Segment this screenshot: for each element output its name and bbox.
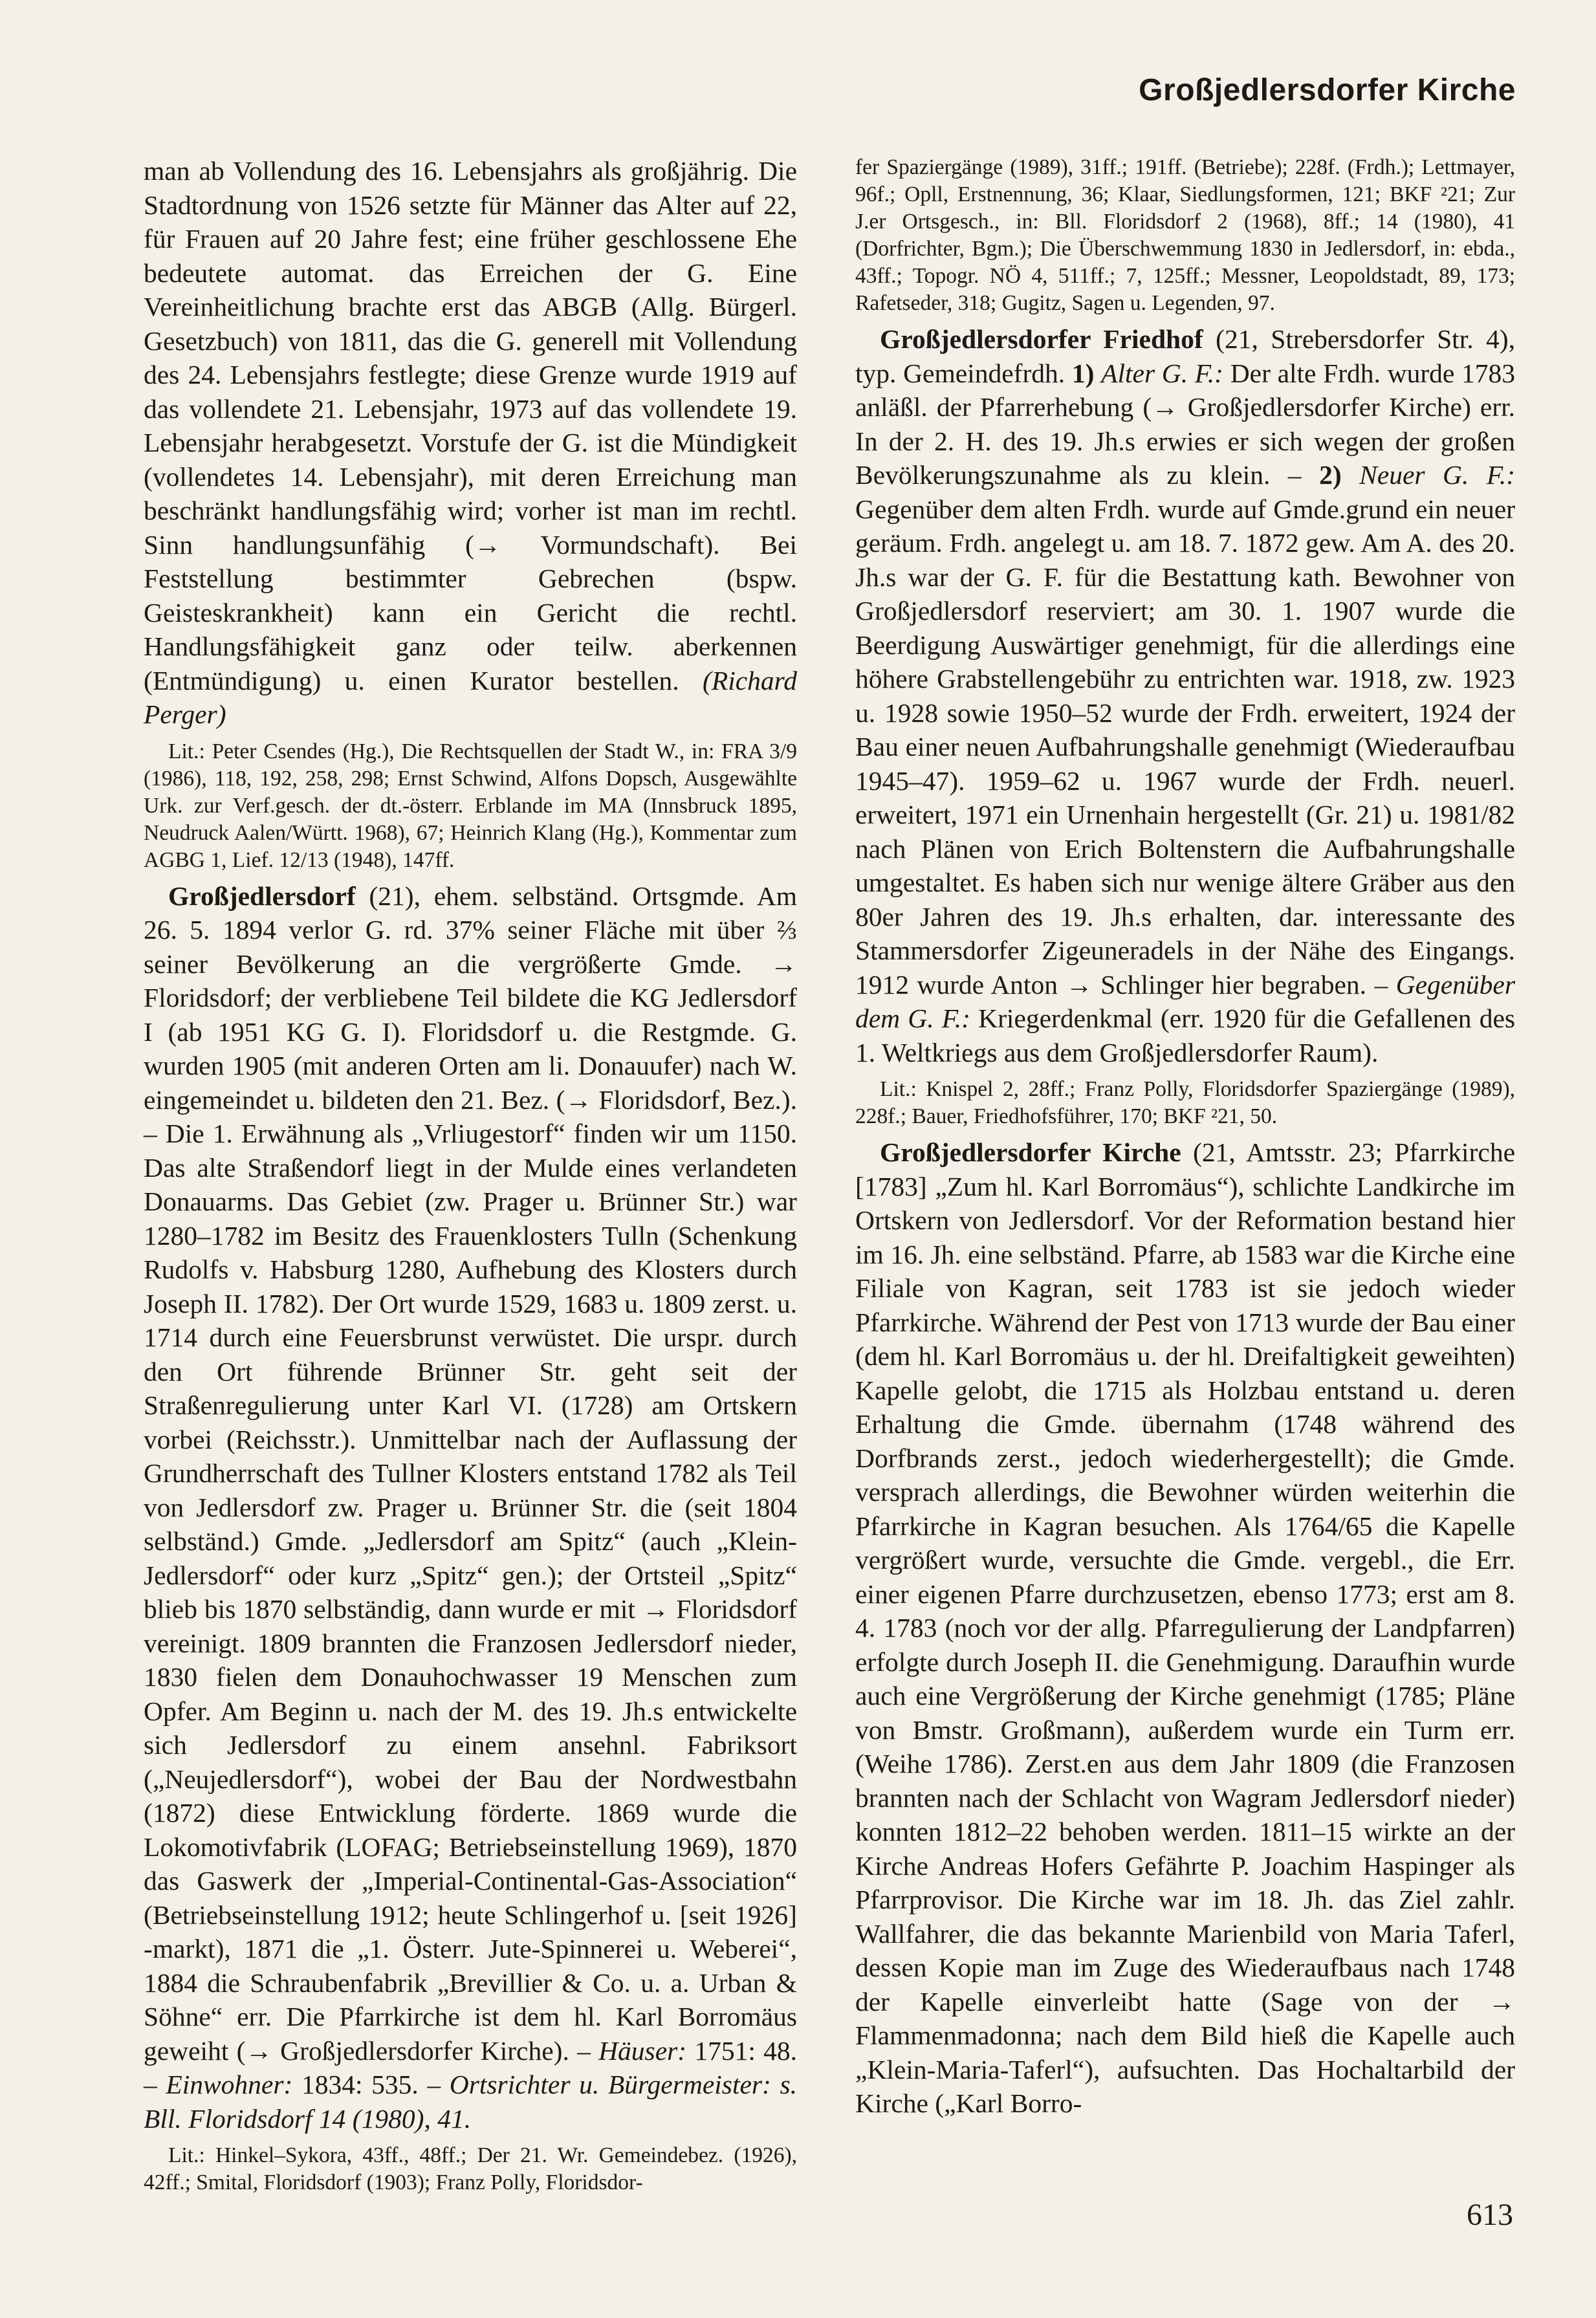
section-label: Neuer G. F.:: [1359, 460, 1516, 490]
left-column: [144, 154, 797, 2200]
entry-text: 1834: 535. –: [301, 2070, 441, 2099]
entry-headword: Großjedlersdorfer Friedhof: [880, 324, 1203, 354]
entry-grossjedlersdorfer-friedhof: [855, 322, 1515, 1069]
literature-note: [144, 2142, 797, 2196]
lit-text: Peter Csendes (Hg.), Die Rechtsquellen der Stadt W., in: FRA 3/9 (1986), 118, 192, 258, 298; Ernst Schwind, Alfons Dopsch, Ausgewählte Urk. zur Verf.gesch. der dt.-österr. Erblande im MA (Innsbruck 1895, Neudruck Aalen/Württ. 1968), 67; Heinrich Klang (Hg.), Kommentar zum AGBG 1, Lief. 12/13 (1948), 147ff.: [144, 739, 797, 872]
entry-headword: Großjedlersdorf: [168, 880, 356, 911]
right-column: [855, 154, 1515, 2121]
lit-label: Lit.:: [880, 1077, 917, 1101]
running-head: Großjedlersdorfer Kirche: [1139, 73, 1516, 107]
entry-text: 1751: 48. –: [144, 2035, 797, 2099]
lit-label: Lit.:: [168, 739, 205, 763]
section-number: 1): [1071, 358, 1095, 388]
entry-text: man ab Vollendung des 16. Lebensjahrs als großjährig. Die Stadtordnung von 1526 setzte für Männer das Alter auf 22, für Frauen auf 20 Jahre fest; eine früher geschlossene Ehe bedeutete automat. das Erreichen der G. Eine Vereinheitlichung brachte erst das ABGB (Allg. Bürgerl. Gesetzbuch) von 1811, das die G. generell mit Vollendung des 24. Lebensjahrs festlegte; diese Grenze wurde 1919 auf das vollendete 21. Lebensjahr, 1973 auf das vollendete 19. Lebensjahr herabgesetzt. Vorstufe der G. ist die Mündigkeit (vollendetes 14. Lebensjahr), mit deren Erreichung man beschränkt handlungsfähig wird; vorher ist man im rechtl. Sinn handlungsunfähig (→ Vormundschaft). Bei Feststellung bestimmter Gebrechen (bspw. Geisteskrankheit) kann ein Gericht die rechtl. Handlungsfähigkeit ganz oder teilw. aberkennen (Entmündigung) u. einen Kurator bestellen.: [144, 156, 797, 695]
entry-text: (21, Amtsstr. 23; Pfarrkirche [1783] „Zum hl. Karl Borromäus“), schlichte Landkirche im Ortskern von Jedlersdorf. Vor der Reformation bestand hier im 16. Jh. eine selbständ. Pfarre, ab 1583 war die Kirche eine Filiale von Kagran, seit 1783 ist sie jedoch wieder Pfarrkirche. Während der Pest von 1713 wurde der Bau einer (dem hl. Karl Borromäus u. der hl. Dreifaltigkeit geweihten) Kapelle gelobt, die 1715 als Holzbau entstand u. deren Erhaltung die Gmde. übernahm (1748 während des Dorfbrands zerst., jedoch wiederhergestellt); die Gmde. versprach allerdings, die Bewohner würden weiterhin die Pfarrkirche in Kagran besuchen. Als 1764/65 die Kapelle vergrößert wurde, versuchte die Gmde. vergebl., die Err. einer eigenen Pfarre durchzusetzen, ebenso 1773; erst am 8. 4. 1783 (noch vor der allg. Pfarregulierung der Landpfarren) erfolgte durch Joseph II. die Genehmigung. Daraufhin wurde auch eine Vergrößerung der Kirche genehmigt (1785; Pläne von Bmstr. Großmann), außerdem wurde ein Turm err. (Weihe 1786). Zerst.en aus dem Jahr 1809 (die Franzosen brannten nach der Schlacht von Wagram Jedlersdorf nieder) konnten 1812–22 behoben werden. 1811–15 wirkte an der Kirche Andreas Hofers Gefährte P. Joachim Haspinger als Pfarrprovisor. Die Kirche war im 18. Jh. das Ziel zahlr. Wallfahrer, die das bekannte Marienbild von Maria Taferl, dessen Kopie man im Zuge des Wiederaufbaus nach 1748 der Kapelle einverleibt hatte (Sage von der → Flammenmadonna; nach dem Bild hieß die Kapelle auch „Klein-Maria-Taferl“), aufsuchten. Das Hochaltarbild der Kirche („Karl Borro-: [855, 1137, 1515, 2118]
lit-text: Hinkel–Sykora, 43ff., 48ff.; Der 21. Wr. Gemeindebez. (1926), 42ff.; Smital, Floridsdorf (1903); Franz Polly, Floridsdor-: [144, 2143, 798, 2194]
entry-continuation: [144, 154, 797, 732]
author-signature: (Richard Perger): [144, 665, 798, 729]
entry-grossjedlersdorfer-kirche: [855, 1135, 1515, 2121]
entry-text: Der alte Frdh. wurde 1783 anläßl. der Pfarrerhebung (→ Großjedlersdorfer Kirche) err. In der 2. H. des 19. Jh.s erwies er sich wegen der großen Bevölkerungszunahme als zu klein. –: [855, 358, 1516, 490]
lit-text: Knispel 2, 28ff.; Franz Polly, Floridsdorfer Spaziergänge (1989), 228f.; Bauer, Friedhofsführer, 170; BKF ²21, 50.: [855, 1077, 1515, 1128]
entry-text: (21), ehem. selbständ. Ortsgmde. Am 26. 5. 1894 verlor G. rd. 37% seiner Fläche mit über ⅔ seiner Bevölkerung an die vergrößerte Gmde. → Floridsdorf; der verbliebene Teil bildete die KG Jedlersdorf I (ab 1951 KG G. I). Floridsdorf u. die Restgmde. G. wurden 1905 (mit anderen Orten am li. Donauufer) nach W. eingemeindet u. bildeten den 21. Bez. (→ Floridsdorf, Bez.). – Die 1. Erwähnung als „Vrliugestorf“ finden wir um 1150. Das alte Straßendorf liegt in der Mulde eines verlandeten Donauarms. Das Gebiet (zw. Prager u. Brünner Str.) war 1280–1782 im Besitz des Frauenklosters Tulln (Schenkung Rudolfs v. Habsburg 1280, Aufhebung des Klosters durch Joseph II. 1782). Der Ort wurde 1529, 1683 u. 1809 zerst. u. 1714 durch eine Feuersbrunst verwüstet. Die urspr. durch den Ort führende Brünner Str. geht seit der Straßenregulierung unter Karl VI. (1728) am Ortskern vorbei (Reichsstr.). Unmittelbar nach der Auflassung der Grundherrschaft des Tullner Klosters entstand 1782 als Teil von Jedlersdorf zw. Prager u. Brünner Str. die (seit 1804 selbständ.) Gmde. „Jedlersdorf am Spitz“ (auch „Klein-Jedlersdorf“ oder kurz „Spitz“ gen.); der Ortsteil „Spitz“ blieb bis 1870 selbständig, dann wurde er mit → Floridsdorf vereinigt. 1809 brannten die Franzosen Jedlersdorf nieder, 1830 fielen dem Donauhochwasser 19 Menschen zum Opfer. Am Beginn u. nach der M. des 19. Jh.s entwickelte sich Jedlersdorf zu einem ansehnl. Fabriksort („Neujedlersdorf“), wobei der Bau der Nordwestbahn (1872) diese Entwicklung förderte. 1869 wurde die Lokomotivfabrik (LOFAG; Betriebseinstellung 1969), 1870 das Gaswerk der „Imperial-Continental-Gas-Association“ (Betriebseinstellung 1912; heute Schlingerhof u. [seit 1926] -markt), 1871 die „1. Österr. Jute-Spinnerei u. Weberei“, 1884 die Schraubenfabrik „Brevillier & Co. u. a. Urban & Söhne“ err. Die Pfarrkirche ist dem hl. Karl Borromäus geweiht (→ Großjedlersdorfer Kirche). –: [144, 880, 798, 2066]
literature-note-continuation: fer Spaziergänge (1989), 31ff.; 191ff. (Betriebe); 228f. (Frdh.); Lettmayer, 96f.; Opll, Erstnennung, 36; Klaar, Siedlungsformen, 121; BKF ²21; Zur J.er Ortsgesch., in: Bll. Floridsdorf 2 (1968), 8ff.; 14 (1980), 41 (Dorfrichter, Bgm.); Die Überschwemmung 1830 in Jedlersdorf, in: ebda., 43ff.; Topogr. NÖ 4, 511ff.; 7, 125ff.; Messner, Leopoldstadt, 89, 173; Rafetseder, 318; Gugitz, Sagen u. Legenden, 97.: [855, 155, 1515, 315]
entry-text: Kriegerdenkmal (err. 1920 für die Gefallenen des 1. Weltkriegs aus dem Großjedlersdorfer Raum).: [855, 1003, 1516, 1067]
entry-headword: Großjedlersdorfer Kirche: [880, 1137, 1181, 1167]
entry-text: (21, Strebersdorfer Str. 4), typ. Gemeindefrdh.: [855, 324, 1516, 388]
section-label: Häuser:: [598, 2035, 687, 2066]
section-label: Gegenüber dem G. F.:: [855, 969, 1516, 1033]
section-label: Alter G. F.:: [1101, 358, 1223, 388]
section-label: Einwohner:: [166, 2070, 293, 2099]
entry-text: Gegenüber dem alten Frdh. wurde auf Gmde.grund ein neuer geräum. Frdh. angelegt u. am 18. 7. 1872 gew. Am A. des 20. Jh.s war der G. F. für die Bestattung kath. Bewohner von Großjedlersdorf reserviert; am 30. 1. 1907 wurde die Beerdigung Auswärtiger genehmigt, für die allerdings eine höhere Grabstellengebühr zu entrichten war. 1918, zw. 1923 u. 1928 sowie 1950–52 wurde der Frdh. erweitert, 1924 der Bau einer neuen Aufbahrungshalle genehmigt (Wiederaufbau 1945–47). 1959–62 u. 1967 wurde der Frdh. neuerl. erweitert, 1971 ein Urnenhain hergestellt (Gr. 21) u. 1981/82 nach Plänen von Erich Boltenstern die Aufbahrungshalle umgestaltet. Es haben sich nur wenige ältere Gräber aus den 80er Jahren des 19. Jh.s erhalten, dar. interessante des Stammersdorfer Zigeuneradels in der Nähe des Eingangs. 1912 wurde Anton → Schlinger hier begraben. –: [855, 494, 1515, 1000]
literature-note: [144, 738, 797, 874]
lit-label: Lit.:: [168, 2143, 205, 2167]
literature-note: [855, 1076, 1515, 1130]
section-number: 2): [1319, 460, 1342, 490]
page-number: 613: [1467, 2198, 1513, 2232]
entry-grossjedlersdorf: [144, 879, 797, 2136]
section-label: Ortsrichter u. Bürgermeister: s. Bll. Floridsdorf 14 (1980), 41.: [144, 2070, 798, 2134]
